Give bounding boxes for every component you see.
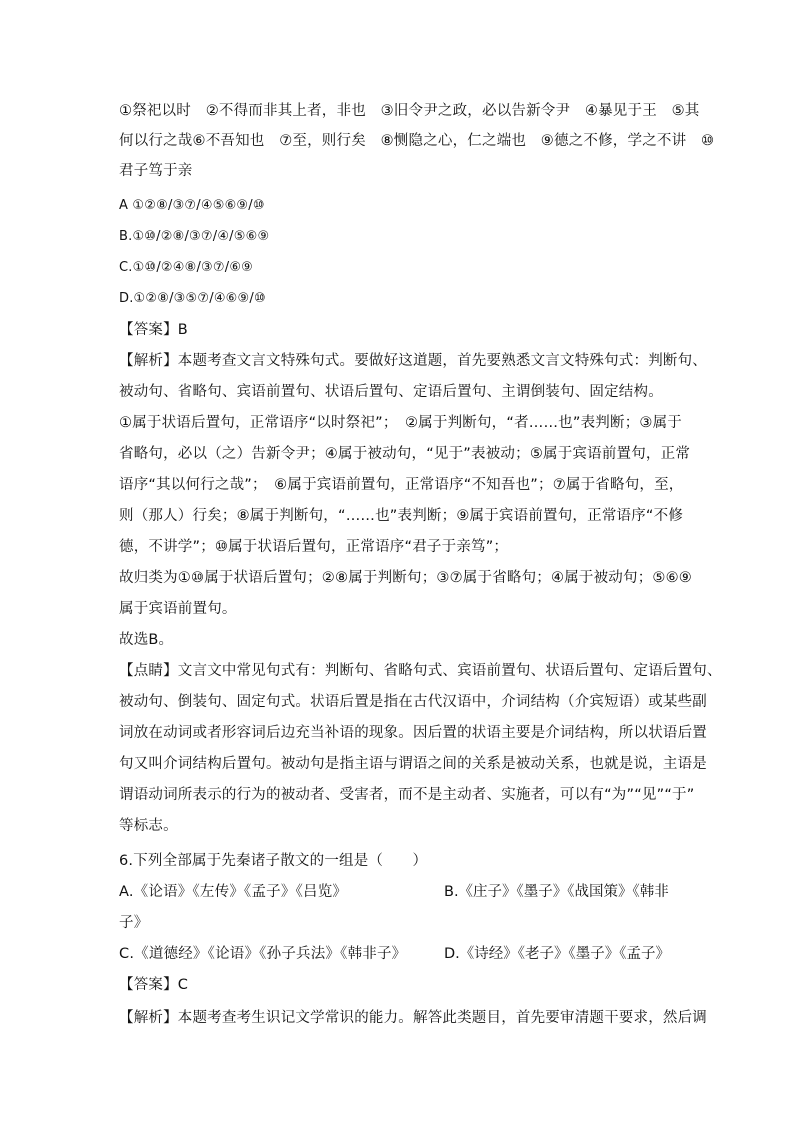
option-c: C.①⑩/②④⑧/③⑦/⑥⑨ bbox=[119, 260, 254, 275]
question6-option-a: A.《论语》《左传》《孟子》《吕览》 bbox=[119, 884, 348, 900]
analysis-line: 省略句，必以（之）告新令尹；④属于被动句，“见于”表被动；⑤属于宾语前置句，正常 bbox=[119, 446, 691, 462]
question-text-line: ①祭祀以时 ②不得而非其上者，非也 ③旧令尹之政，必以告新令尹 ④暴见于王 ⑤其 bbox=[119, 103, 700, 119]
comment-line: 等标志。 bbox=[119, 818, 178, 834]
question6-answer: 【答案】C bbox=[119, 977, 189, 993]
option-d: D.①②⑧/③⑤⑦/④⑥⑨/⑩ bbox=[119, 291, 266, 306]
option-b: B.①⑩/②⑧/③⑦/④/⑤⑥⑨ bbox=[119, 229, 270, 244]
comment-line: 谓语动词所表示的行为的被动者、受害者，而不是主动者、实施者，可以有“为”“见”“于” bbox=[119, 787, 695, 803]
analysis-line: 德，不讲学”；⑩属于状语后置句，正常语序“君子于亲笃”； bbox=[119, 539, 509, 555]
analysis-line: 属于宾语前置句。 bbox=[119, 601, 237, 617]
analysis-line: 语序“其以何行之哉”； ⑥属于宾语前置句，正常语序“不知吾也”；⑦属于省略句，至， bbox=[119, 477, 684, 493]
analysis-line: ①属于状语后置句，正常语序“以时祭祀”； ②属于判断句，“者……也”表判断；③属于 bbox=[119, 415, 682, 431]
question6-option-c: C.《道德经》《论语》《孙子兵法》《韩非子》 bbox=[119, 946, 407, 962]
question6-option-b: B.《庄子》《墨子》《战国策》《韩非 bbox=[444, 884, 669, 900]
analysis-line: 故归类为①⑩属于状语后置句；②⑧属于判断句；③⑦属于省略句；④属于被动句；⑤⑥⑨ bbox=[119, 570, 692, 586]
question6-option-b-continued: 子》 bbox=[119, 915, 149, 931]
analysis-line: 被动句、省略句、宾语前置句、状语后置句、定语后置句、主谓倒装句、固定结构。 bbox=[119, 384, 663, 400]
question6-analysis: 【解析】本题考查考生识记文学常识的能力。解答此类题目，首先要审清题干要求，然后调 bbox=[119, 1010, 707, 1026]
analysis-line: 故选B。 bbox=[119, 632, 174, 648]
analysis-line: 则（那人）行矣；⑧属于判断句，“……也”表判断；⑨属于宾语前置句，正常语序“不修 bbox=[119, 508, 684, 524]
comment-line: 词放在动词或者形容词后边充当补语的现象。因后置的状语主要是介词结构，所以状语后置 bbox=[119, 725, 707, 741]
option-a: A ①②⑧/③⑦/④⑤⑥⑨/⑩ bbox=[119, 198, 265, 213]
answer-label: 【答案】B bbox=[119, 322, 188, 338]
question6-stem: 6.下列全部属于先秦诸子散文的一组是（ ） bbox=[119, 853, 428, 869]
question-text-line: 何以行之哉⑥不吾知也 ⑦至，则行矣 ⑧恻隐之心，仁之端也 ⑨德之不修，学之不讲 ⑩ bbox=[119, 133, 715, 149]
question6-option-d: D.《诗经》《老子》《墨子》《孟子》 bbox=[444, 946, 671, 962]
comment-line: 被动句、倒装句、固定句式。状语后置是指在古代汉语中，介词结构（介宾短语）或某些副 bbox=[119, 694, 707, 710]
analysis-line: 【解析】本题考查文言文特殊句式。要做好这道题，首先要熟悉文言文特殊句式：判断句、 bbox=[119, 353, 707, 369]
comment-line: 句又叫介词结构后置句。被动句是指主语与谓语之间的关系是被动关系，也就是说，主语是 bbox=[119, 756, 707, 772]
question-text-line: 君子笃于亲 bbox=[119, 163, 193, 179]
comment-line: 【点睛】文言文中常见句式有：判断句、省略句式、宾语前置句、状语后置句、定语后置句、 bbox=[119, 663, 722, 679]
